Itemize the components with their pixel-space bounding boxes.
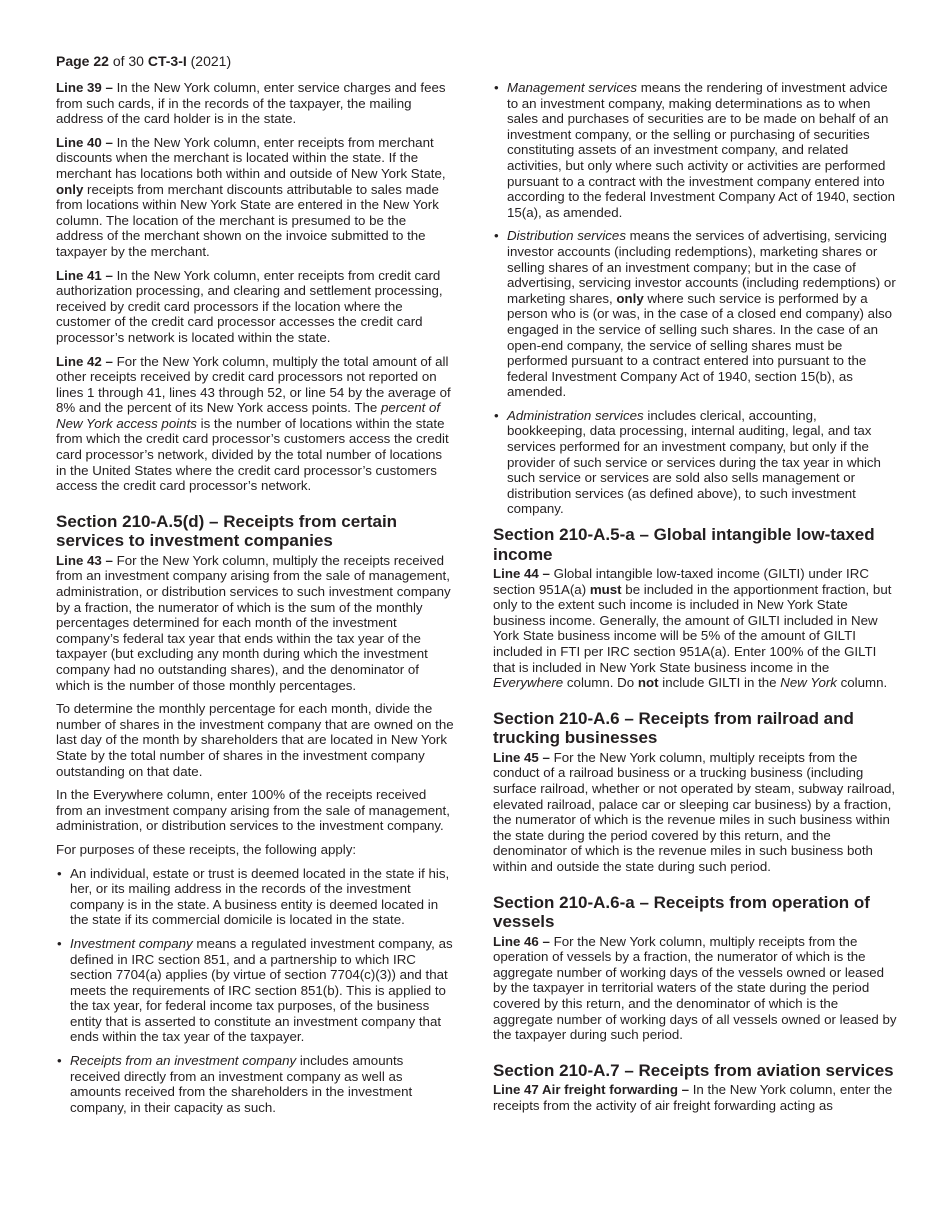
line-44-text-e: column. xyxy=(836,675,888,691)
receipts-text: includes amounts received directly from an investment company as well as amounts received from the shareholders in the investment company, in their capacity as such. xyxy=(70,1053,413,1115)
purposes-paragraph: For purposes of these receipts, the following apply: xyxy=(56,841,357,857)
line-44-text-b: be included in the apportionment fraction, but only to the extent such income is included in New York State business income. Generally, the amount of GILTI included in New York State business income will be 5% of the amount of GILTI included in FTI per IRC section 951A(a). Enter 100% of the GILTI that is included in New York State business income in the xyxy=(493,581,892,675)
management-services-term: Management services xyxy=(507,80,638,95)
everywhere-column-paragraph: In the Everywhere column, enter 100% of the receipts received from an investment company arising from the sale of management, administration, or distribution services to the investment company. xyxy=(56,787,450,834)
list-item xyxy=(56,1053,456,1115)
line-44-text-c: column. Do xyxy=(563,675,638,691)
distribution-services-text: means the services of advertising, servicing investor accounts (including redemptions), marketing shares or selling shares of an investment company; but in the case of advertising, servicing investor accounts (including redemptions) or marketing shares, xyxy=(507,228,896,306)
line-47-text: In the New York column, enter the receipts from the activity of air freight forwarding acting as xyxy=(493,1082,893,1113)
line-41-paragraph xyxy=(56,268,456,346)
receipts-term: Receipts from an investment company xyxy=(70,1053,297,1069)
line-43-text: For the New York column, multiply the receipts received from an investment company arising from the sale of management, administration, or distribution services to such investment company by a fraction, the numerator of which is the sum of the monthly percentages determined for each month of the investment company’s federal tax year that ends within the tax year of the taxpayer (but excluding any month during which the investment company had no outstanding shares), and the denominator of which is the number of those monthly percentages. xyxy=(56,552,451,693)
line-42-term: percent of New York access points xyxy=(56,400,441,431)
definitions-list-right xyxy=(493,80,897,517)
line-41-text: In the New York column, enter receipts from credit card authorization processing, and clearing and settlement processing, received by credit card processors if the location where the customer of the credit card processor accesses the credit card processor’s network is located within the state. xyxy=(56,267,443,345)
distribution-only: only xyxy=(616,290,644,306)
line-41-label: Line 41 – xyxy=(56,267,113,283)
section-heading-210-a5d: Section 210-A.5(d) – Receipts from certain services to investment companies xyxy=(56,511,398,551)
list-item xyxy=(56,866,456,928)
line-44-paragraph xyxy=(493,566,897,691)
line-39-paragraph xyxy=(56,80,456,127)
section-heading-210-a5a: Section 210-A.5-a – Global intangible low-taxed income xyxy=(493,525,875,564)
line-42-paragraph xyxy=(56,354,456,494)
page-number: Page 22 xyxy=(56,53,109,69)
form-year: (2021) xyxy=(186,53,232,69)
line-45-label: Line 45 – xyxy=(493,749,550,765)
line-40-text-cont: receipts from merchant discounts attributable to sales made from locations within New York State are entered in the New York column. The location of the merchant is presumed to be the address of the merchant shown on the invoice submitted to the taxpayer by the merchant. xyxy=(56,181,439,259)
line-46-label: Line 46 – xyxy=(493,933,550,949)
line-47-label: Line 47 Air freight forwarding – xyxy=(493,1082,690,1098)
line-44-text-d: include GILTI in the xyxy=(658,675,781,691)
line-39-label: Line 39 – xyxy=(56,80,113,95)
page-header xyxy=(56,52,231,70)
line-44-label: Line 44 – xyxy=(493,566,550,582)
form-number: CT-3-I xyxy=(147,53,187,69)
located-definition-text: An individual, estate or trust is deemed located in the state if his, her, or its mailing address in the records of the investment company is in the state. A business entity is deemed located in the state if its commercial domicile is located in the state. xyxy=(70,865,450,928)
line-44-not: not xyxy=(637,675,659,691)
investment-company-term: Investment company xyxy=(70,935,193,951)
line-45-text: For the New York column, multiply receipts from the conduct of a railroad business or a trucking business (including surface railroad, whether or not operated by steam, subway railroad, elevated railroad, palace car or sleeping car business) by a fraction, the numerator of which is the revenue miles in such business within the state during the period covered by this return, and the denominator of which is the revenue miles in such business both within and outside the state during such period. xyxy=(493,749,896,874)
line-46-paragraph xyxy=(493,934,897,1043)
line-46-text: For the New York column, multiply receipts from the operation of vessels by a fraction, the numerator of which is the aggregate number of working days of the vessels owned or leased by the taxpayer in territorial waters of the state during the period covered by this return, and the denominator of which is the aggregate number of working days of all vessels owned or leased by the taxpayer during such period. xyxy=(493,933,897,1043)
administration-services-text: includes clerical, accounting, bookkeeping, data processing, internal auditing, legal, and tax services performed for an investment company, but only if the provider of such service or services during the tax year in which such service or services are sold also sells management or distribution services (as defined above), to such investment company. xyxy=(507,407,881,517)
list-item xyxy=(493,80,897,220)
line-40-label: Line 40 – xyxy=(56,134,113,150)
line-40-paragraph xyxy=(56,135,456,260)
investment-company-text: means a regulated investment company, as defined in IRC section 851, and a partnership to which IRC section 7704(a) applies (by virtue of section 7704(c)(3)) and that meets the requirements of IRC section 851(b). This is applied to the tax year, for federal income tax purposes, of the business entity that is asserted to constitute an investment company that ends within the tax year of the taxpayer. xyxy=(70,935,453,1045)
line-39-text: In the New York column, enter service charges and fees from such cards, if in the records of the taxpayer, the mailing address of the card holder is in the state. xyxy=(56,80,446,127)
section-heading-210-a6a: Section 210-A.6-a – Receipts from operation of vessels xyxy=(493,892,870,932)
distribution-services-term: Distribution services xyxy=(507,228,626,244)
monthly-percentage-paragraph: To determine the monthly percentage for each month, divide the number of shares in the investment company that are owned on the last day of the month by shareholders that are located in New York State by the total number of shares in the investment company outstanding on that date. xyxy=(56,701,454,779)
list-item xyxy=(493,228,897,400)
line-43-label: Line 43 – xyxy=(56,552,113,568)
line-44-text: Global intangible low-taxed income (GILTI) under IRC section 951A(a) xyxy=(493,566,869,597)
line-45-paragraph xyxy=(493,750,897,875)
right-column xyxy=(493,80,897,1121)
line-44-everywhere: Everywhere xyxy=(493,675,564,691)
administration-services-term: Administration services xyxy=(507,407,644,423)
line-43-paragraph xyxy=(56,553,456,693)
left-column xyxy=(56,80,456,1123)
line-40-only: only xyxy=(56,181,84,197)
management-services-text: means the rendering of investment advice to an investment company, making determinations as to when sales and purchases of securities are to be made on behalf of an investment company, or the selling or purchasing of securities constituting assets of an investment company, and related activities, but only where such activity or activities are performed pursuant to a contract with the investment company entered into according to the federal Investment Company Act of 1940, section 15(a), as amended. xyxy=(507,80,896,220)
line-40-text: In the New York column, enter receipts from merchant discounts when the merchant is located within the state. If the merchant has locations both within and outside of New York State, xyxy=(56,134,446,181)
section-heading-210-a6: Section 210-A.6 – Receipts from railroad and trucking businesses xyxy=(493,708,854,748)
line-47-paragraph xyxy=(493,1082,897,1113)
distribution-services-text-cont: where such service is performed by a person who is (or was, in the case of a closed end company) also engaged in the service of selling such shares. In the case of an open-end company, the service of selling shares must be performed pursuant to a contract entered into pursuant to the federal Investment Company Act of 1940, section 15(b), as amended. xyxy=(507,290,893,400)
line-42-text-cont: is the number of locations within the state from which the credit card processor’s customers access the credit card processor’s network, divided by the total number of locations in the United States where the credit card processor’s customers access the credit card processor’s network. xyxy=(56,415,449,494)
page-total: of 30 xyxy=(108,53,148,69)
section-heading-210-a7: Section 210-A.7 – Receipts from aviation services xyxy=(493,1060,894,1080)
definitions-list-left xyxy=(56,866,456,1116)
line-44-new-york: New York xyxy=(780,675,837,691)
line-42-text: For the New York column, multiply the total amount of all other receipts received by credit card processors not reported on lines 1 through 41, lines 43 through 52, or line 54 by the average of 8% and the percent of its New York access points. The xyxy=(56,353,451,416)
line-44-must: must xyxy=(589,581,622,597)
list-item xyxy=(56,936,456,1045)
line-42-label: Line 42 – xyxy=(56,353,113,369)
list-item xyxy=(493,408,897,517)
